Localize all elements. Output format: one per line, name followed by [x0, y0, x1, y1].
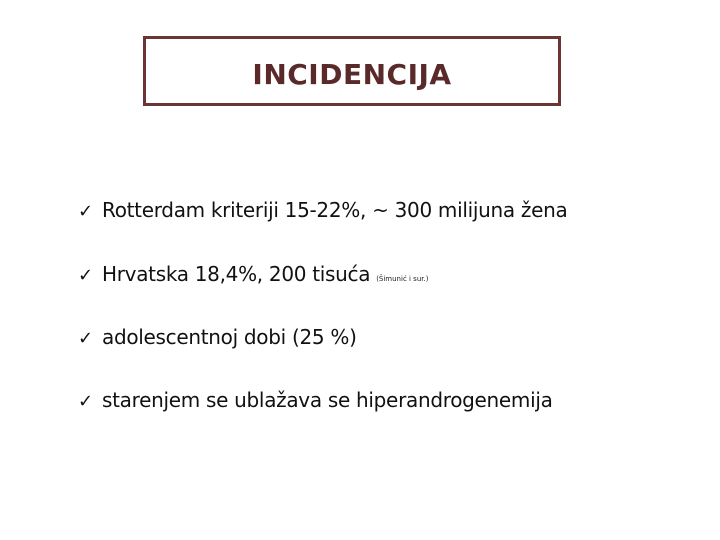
bullet-text: Hrvatska 18,4%, 200 tisuća: [102, 262, 371, 286]
check-icon: ✓: [78, 391, 94, 412]
bullet-item-aging: [78, 388, 553, 412]
check-icon: ✓: [78, 265, 94, 286]
check-icon: ✓: [78, 201, 94, 222]
slide-title: INCIDENCIJA: [252, 57, 452, 91]
title-box: [143, 36, 561, 106]
bullet-text: adolescentnoj dobi (25 %): [102, 325, 357, 349]
bullet-text: Rotterdam kriteriji 15-22%, ~ 300 milijuna žena: [102, 198, 568, 222]
bullet-item-hrvatska: [78, 262, 428, 286]
check-icon: ✓: [78, 328, 94, 349]
bullet-text: starenjem se ublažava se hiperandrogenemija: [102, 388, 553, 412]
bullet-item-adolescence: [78, 325, 357, 349]
bullet-item-rotterdam: [78, 198, 567, 222]
citation-note: (Šimunić i sur.): [376, 275, 429, 283]
